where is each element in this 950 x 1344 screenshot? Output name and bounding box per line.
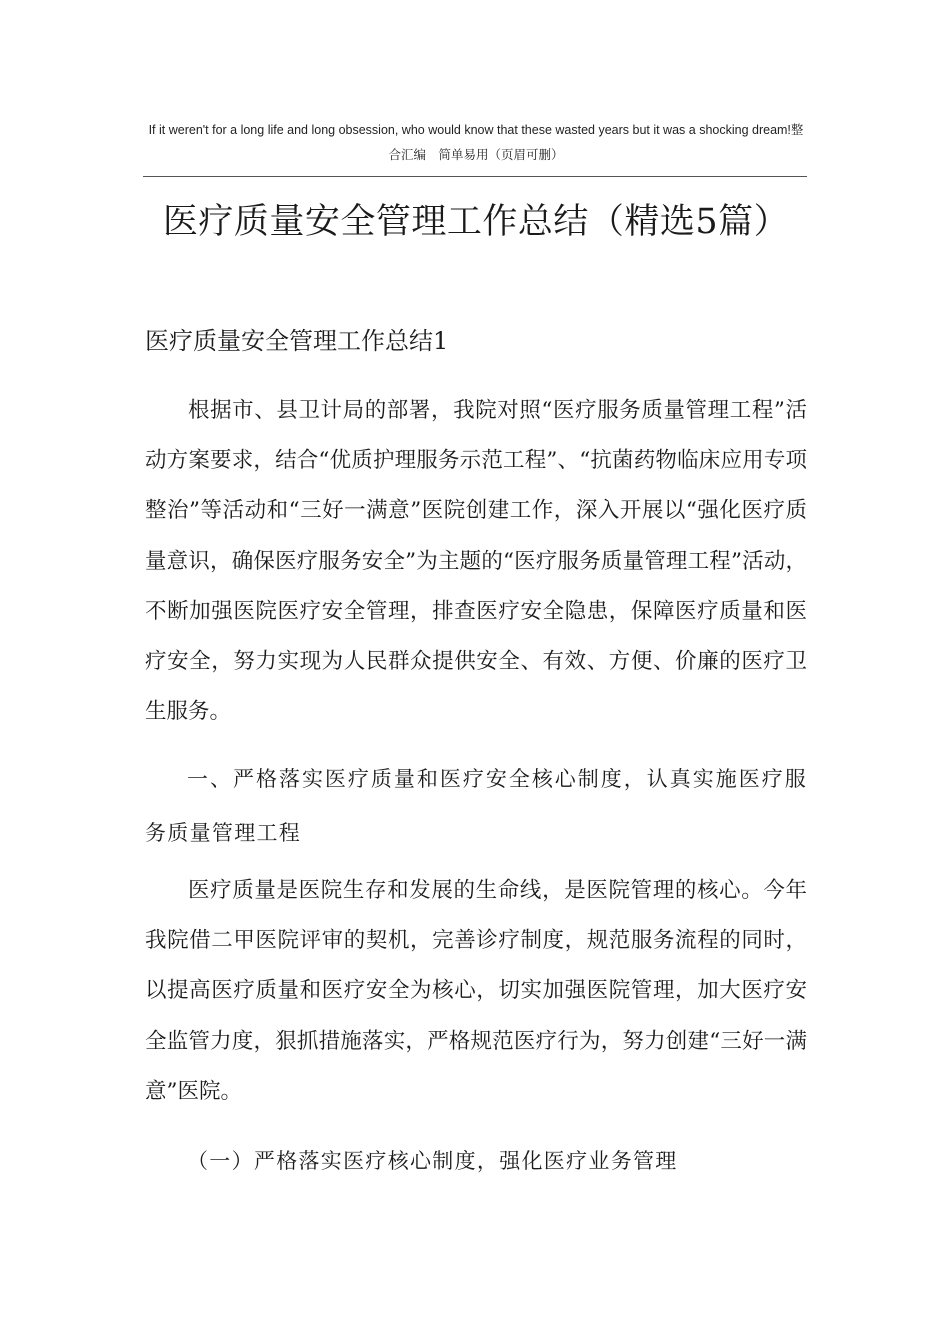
section-title: 医疗质量安全管理工作总结1 — [145, 327, 449, 355]
subheading-2: （一）严格落实医疗核心制度，强化医疗业务管理 — [187, 1149, 678, 1173]
body-paragraph-1: 根据市、县卫计局的部署，我院对照“医疗服务质量管理工程”活动方案要求，结合“优质护理服务示范工程”、“抗菌药物临床应用专项整治”等活动和“三好一满意”医院创建工作，深入开展以“强化医疗质量意识，确保医疗服务安全”为主题的“医疗服务质量管理工程”活动，不断加强医院医疗安全管理，排查医疗安全隐患，保障医疗质量和医疗安全，努力实现为人民群众提供安全、有效、方便、价廉的医疗卫生服务。 — [145, 398, 807, 725]
page-header-note: If it weren't for a long life and long obsession, who would know that these wasted years but it was a shocking dream!整合汇编 简单易用（页眉可删） — [148, 123, 804, 162]
body-paragraph-2: 医疗质量是医院生存和发展的生命线，是医院管理的核心。今年我院借二甲医院评审的契机，完善诊疗制度，规范服务流程的同时，以提高医疗质量和医疗安全为核心，切实加强医院管理，加大医疗安全监管力度，狠抓措施落实，严格规范医疗行为，努力创建“三好一满意”医院。 — [145, 878, 807, 1104]
header-divider — [143, 176, 807, 177]
subheading-1: 一、严格落实医疗质量和医疗安全核心制度，认真实施医疗服务质量管理工程 — [145, 767, 807, 845]
document-title: 医疗质量安全管理工作总结（精选5篇） — [162, 202, 790, 242]
